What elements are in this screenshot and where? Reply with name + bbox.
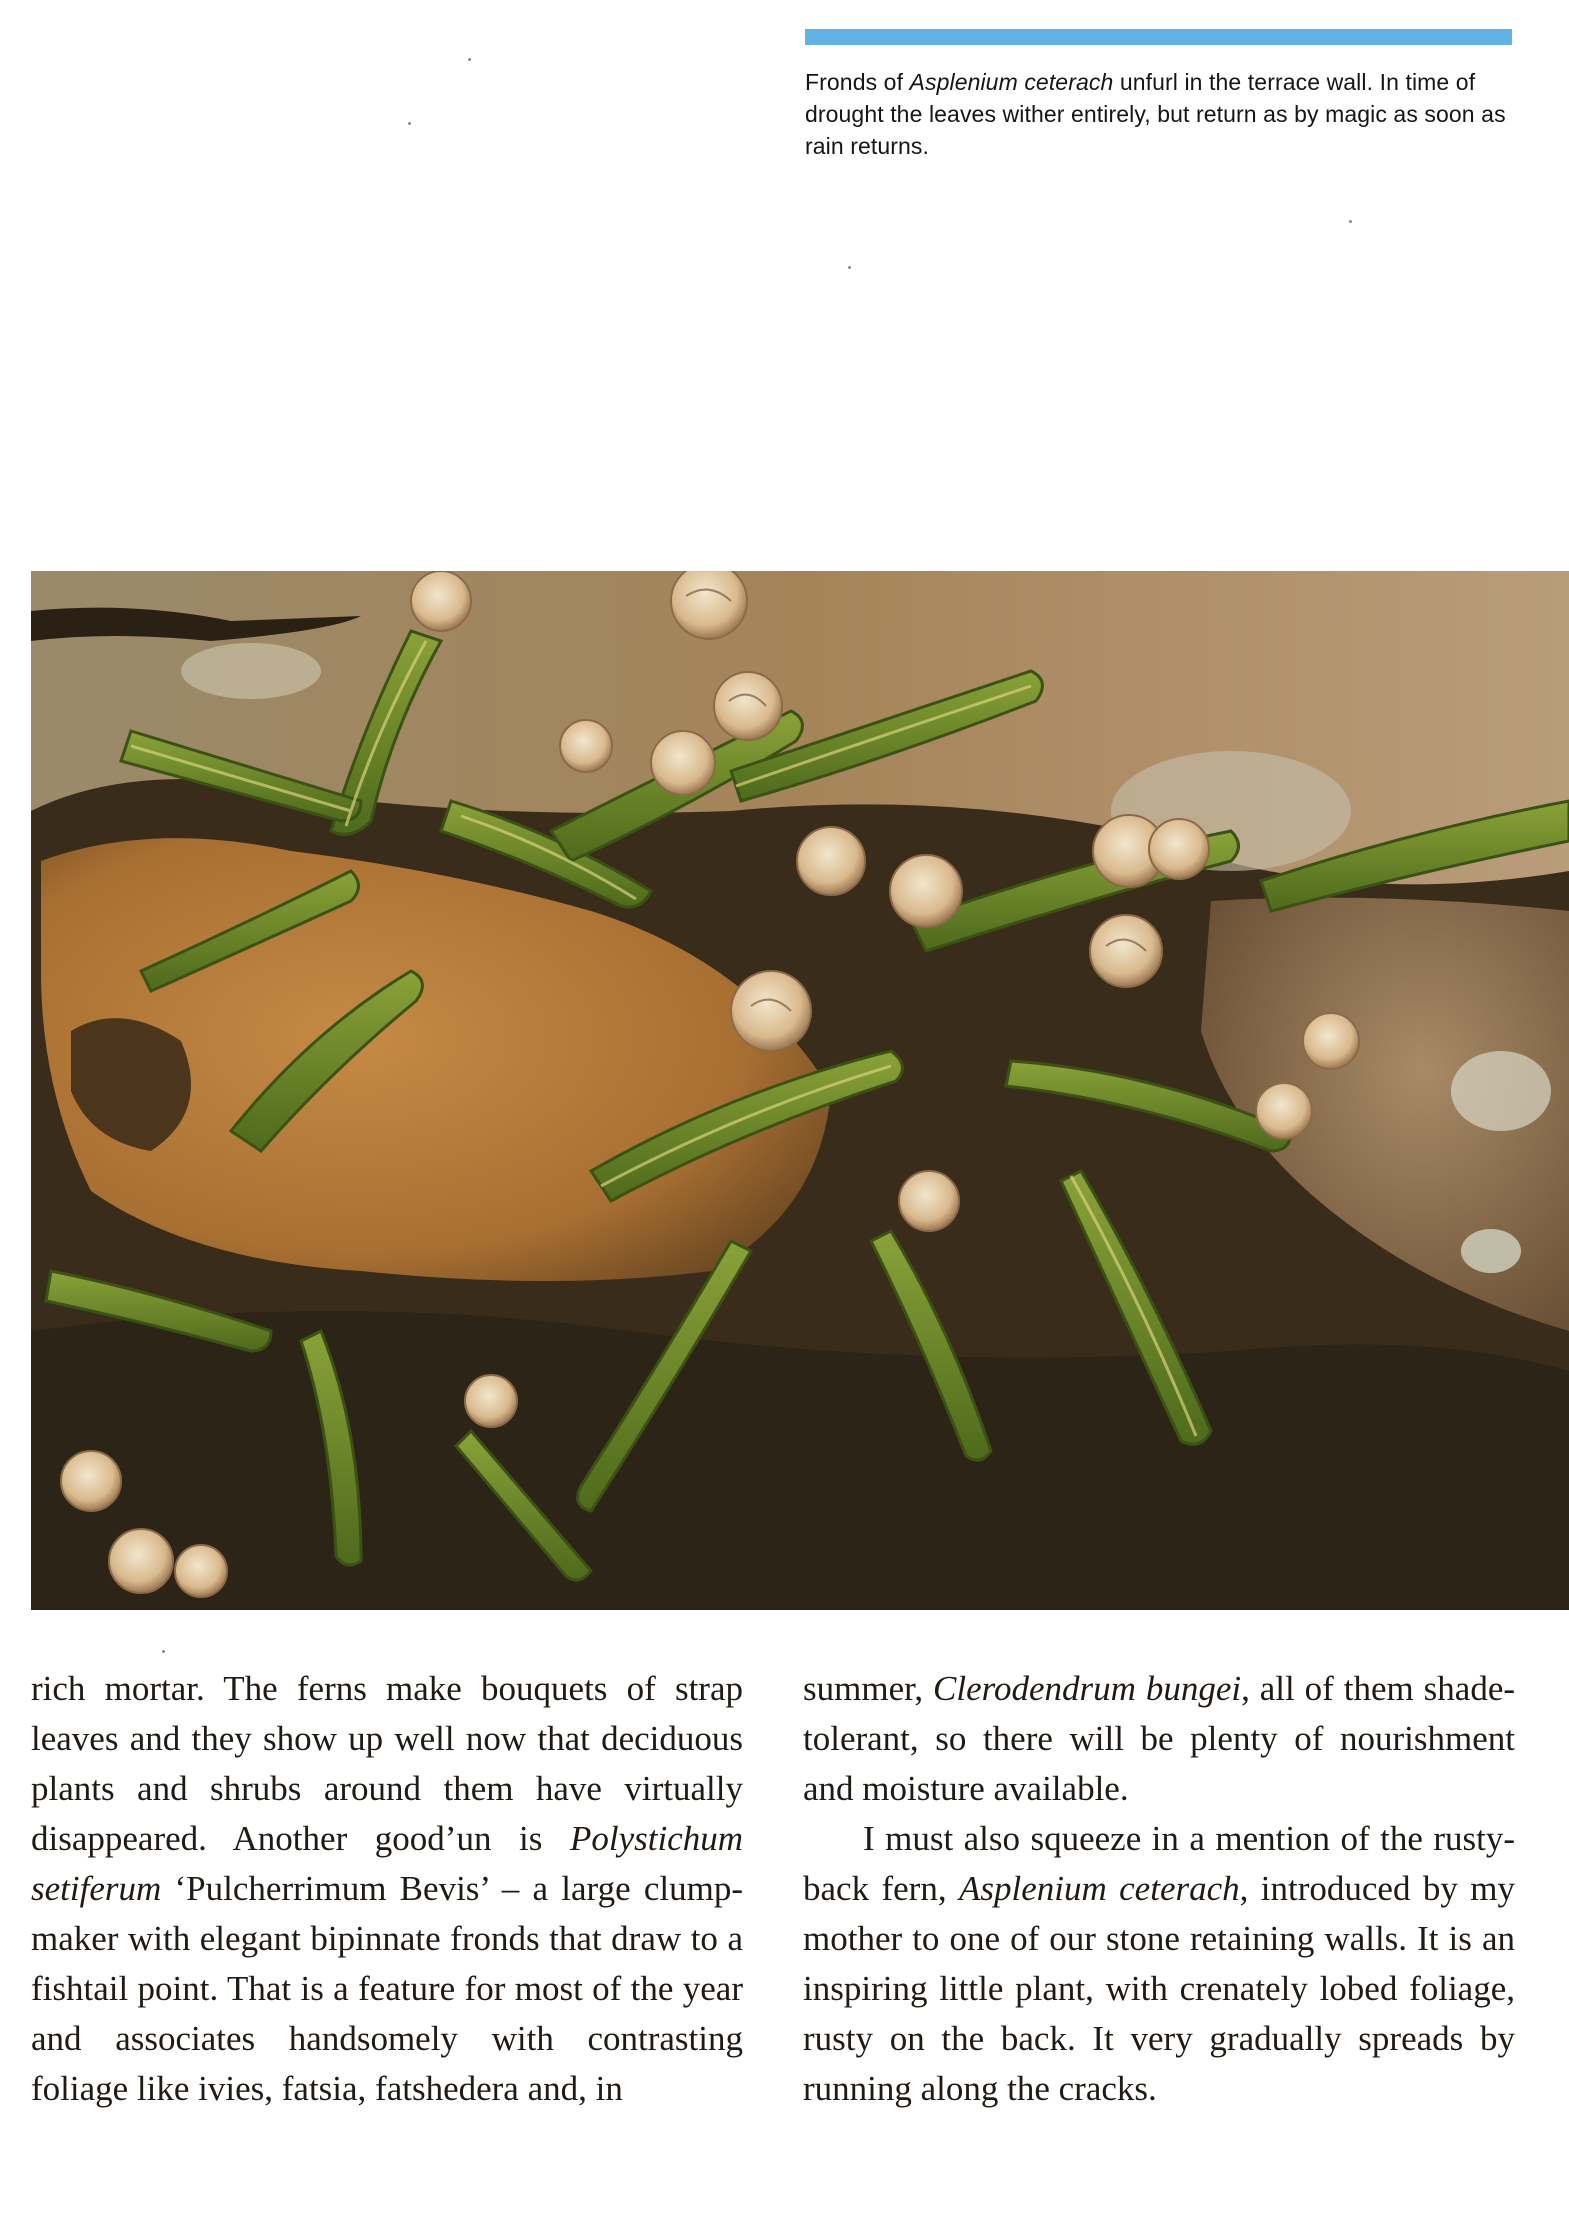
- body-column-right: [803, 1664, 1515, 2114]
- paragraph: [803, 1664, 1515, 1814]
- fern-illustration: [31, 571, 1569, 1610]
- fern-photograph: [31, 571, 1569, 1610]
- species-name: Polystichum setiferum: [31, 1819, 743, 1908]
- species-name: Clerodendrum bungei: [933, 1669, 1242, 1708]
- paper-speck: [848, 266, 851, 269]
- caption-accent-bar: [805, 29, 1512, 45]
- text-run: I must also squeeze in a mention of the rusty-back fern,: [803, 1819, 1515, 1908]
- paper-speck: [162, 1650, 165, 1653]
- caption-species: Asplenium ceterach: [909, 69, 1114, 95]
- paper-speck: [1349, 220, 1352, 223]
- text-run: ‘Pulcherrimum Bevis’ – a large clump-maker with elegant bipinnate fronds that draw to a fishtail point. That is a feature for most of the year and associates handsomely with contrasting foliage like ivies, fatsia, fatshedera and, in: [31, 1869, 743, 2108]
- caption-prefix: Fronds of: [805, 69, 910, 95]
- text-run: rich mortar. The ferns make bouquets of strap leaves and they show up well now that deciduous plants and shrubs around them have virtually disappeared. Another good’un is: [31, 1669, 743, 1858]
- photo-caption: [805, 66, 1512, 162]
- text-run: , introduced by my mother to one of our stone retaining walls. It is an inspiring little plant, with crenately lobed foliage, rusty on the back. It very gradually spreads by running along the cracks.: [803, 1869, 1515, 2108]
- text-run: summer,: [803, 1669, 934, 1708]
- paragraph: [803, 1814, 1515, 2114]
- paragraph: [31, 1664, 743, 2114]
- caption-rest: unfurl in the terrace wall. In time of drought the leaves wither entirely, but return as by magic as soon as rain returns.: [805, 69, 1506, 159]
- paper-speck: [408, 122, 411, 125]
- paper-speck: [468, 58, 471, 61]
- species-name: Asplenium ceterach: [958, 1869, 1240, 1908]
- text-run: , all of them shade-tolerant, so there will be plenty of nourishment and moisture available.: [803, 1669, 1516, 1808]
- body-column-left: [31, 1664, 743, 2114]
